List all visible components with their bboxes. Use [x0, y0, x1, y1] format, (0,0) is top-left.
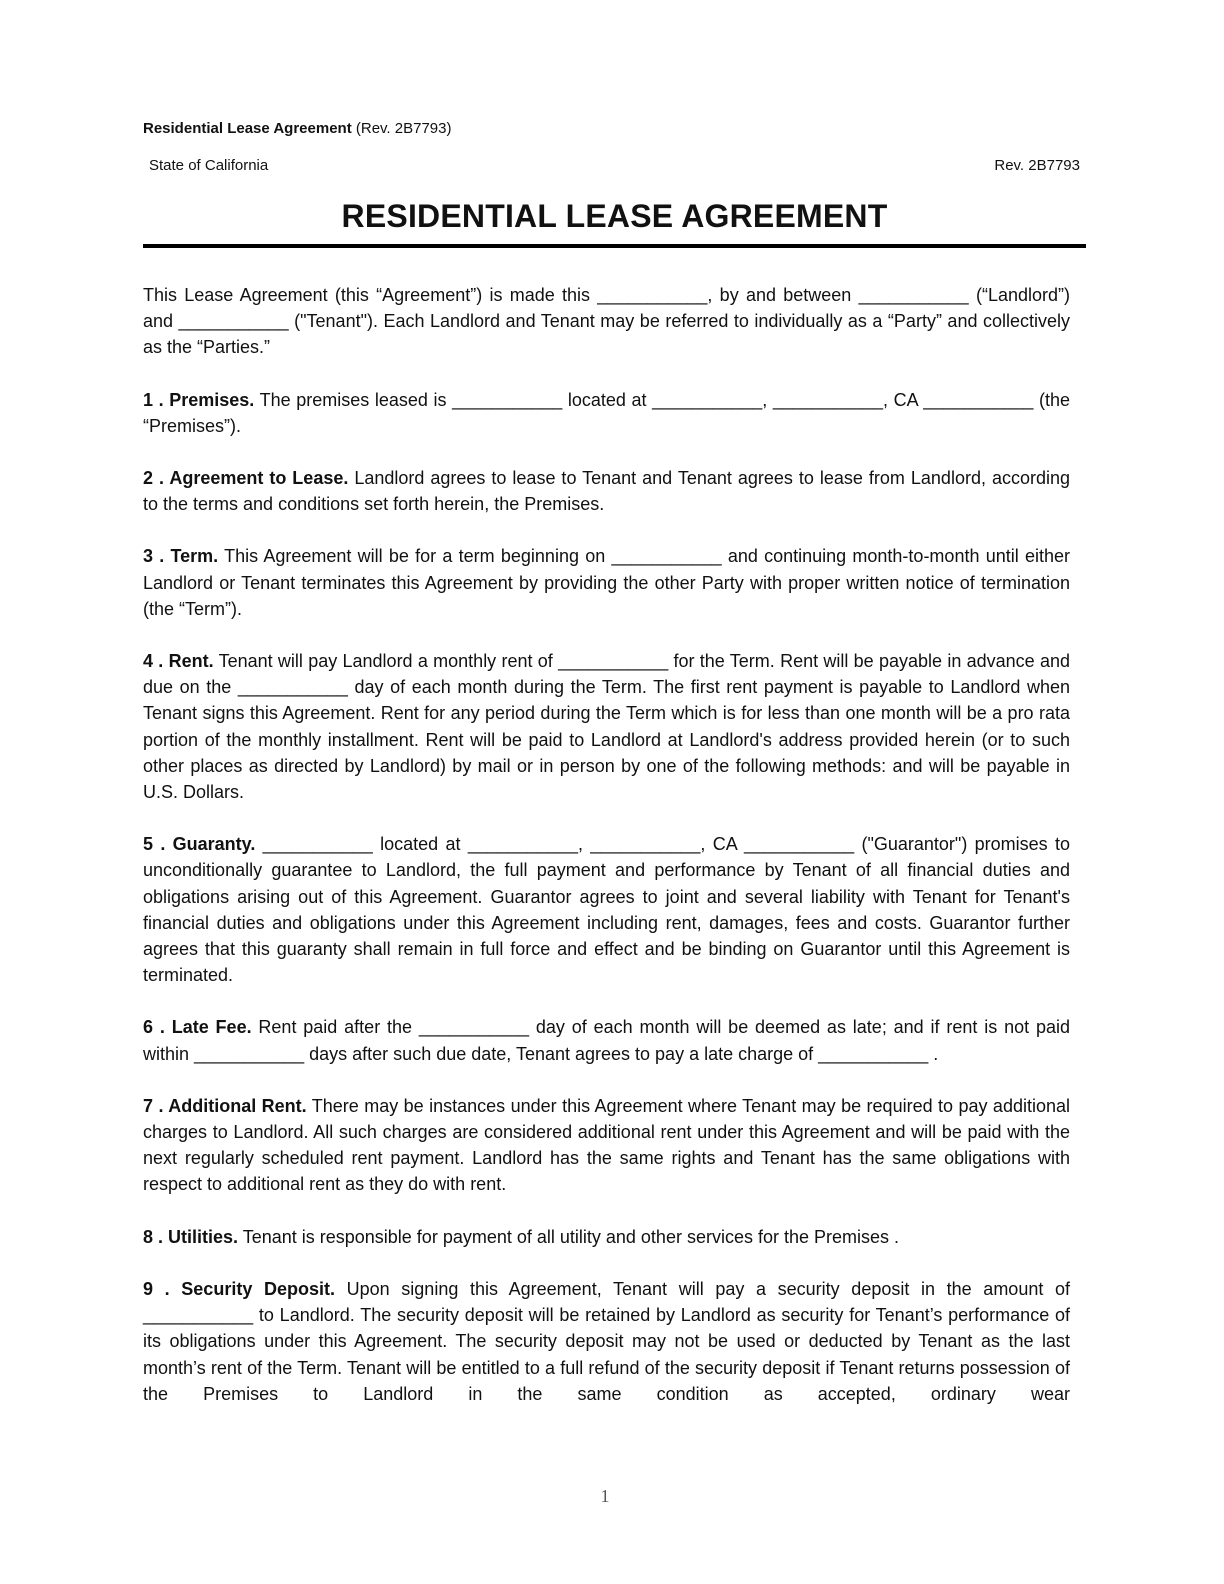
section-text: ___________ located at ___________, ___________, CA ___________ ("Guarantor") promises to unconditionally guarantee to Landlord, the full payment and performance by Tenant of all financial duties and obligations arising out of this Agreement. Guarantor agrees to joint and several liability with Tenant for Tenant's financial duties and obligations under this Agreement including rent, damages, fees and costs. Guarantor further agrees that this guaranty shall remain in full force and effect and be binding on Guarantor until this Agreement is terminated.: [143, 834, 1070, 986]
section-title: 9 . Security Deposit.: [143, 1278, 335, 1299]
header-title: Residential Lease Agreement: [143, 120, 352, 137]
title-divider: [143, 244, 1086, 248]
section-security-deposit: [143, 1276, 1070, 1407]
section-text: Upon signing this Agreement, Tenant will pay a security deposit in the amount of ___________ to Landlord. The security deposit will be retained by Landlord as security for Tenant’s performance of its obligations under this Agreement. The security deposit may not be used or deducted by Tenant as the last month’s rent of the Term. Tenant will be entitled to a full refund of the security deposit if Tenant returns possession of the Premises to Landlord in the same condition as accepted, ordinary wear: [143, 1278, 1070, 1404]
state-label: State of California: [149, 157, 269, 174]
section-title: 1 . Premises.: [143, 389, 255, 410]
section-term: [143, 543, 1070, 622]
section-title: 6 . Late Fee.: [143, 1017, 252, 1038]
section-title: 2 . Agreement to Lease.: [143, 468, 349, 489]
section-text: Rent paid after the ___________ day of each month will be deemed as late; and if rent is not paid within ___________ days after such due date, Tenant agrees to pay a late charge of ___________ .: [143, 1017, 1070, 1064]
section-text: The premises leased is ___________ located at ___________, ___________, CA ___________ (the “Premises”).: [143, 389, 1070, 436]
section-guaranty: [143, 831, 1070, 988]
section-late-fee: [143, 1014, 1070, 1066]
agreement-body: [143, 282, 1070, 1433]
section-title: 7 . Additional Rent.: [143, 1095, 307, 1116]
document-header: [143, 120, 451, 138]
section-text: Tenant is responsible for payment of all utility and other services for the Premises .: [238, 1226, 900, 1247]
section-premises: [143, 387, 1070, 439]
section-additional-rent: [143, 1093, 1070, 1198]
page-number: 1: [600, 1486, 610, 1506]
intro-paragraph: This Lease Agreement (this “Agreement”) is made this ___________, by and between ___________ (“Landlord”) and ___________ ("Tenant"). Each Landlord and Tenant may be referred to individually as a “Party” and collectively as the “Parties.”: [143, 285, 1070, 358]
section-text: Landlord agrees to lease to Tenant and Tenant agrees to lease from Landlord, according to the terms and conditions set forth herein, the Premises.: [143, 468, 1070, 515]
page-title: RESIDENTIAL LEASE AGREEMENT: [341, 198, 888, 234]
section-text: This Agreement will be for a term beginning on ___________ and continuing month-to-month until either Landlord or Tenant terminates this Agreement by providing the other Party with proper written notice of termination (the “Term”).: [143, 546, 1070, 619]
section-title: 5 . Guaranty.: [143, 834, 256, 855]
section-text: There may be instances under this Agreement where Tenant may be required to pay additional charges to Landlord. All such charges are considered additional rent under this Agreement and will be paid with the next regularly scheduled rent payment. Landlord has the same rights and Tenant has the same obligations with respect to additional rent as they do with rent.: [143, 1095, 1070, 1195]
section-title: 4 . Rent.: [143, 651, 214, 672]
header-revision: (Rev. 2B7793): [355, 120, 452, 137]
section-title: 8 . Utilities.: [143, 1226, 239, 1247]
revision-label: Rev. 2B7793: [994, 157, 1080, 174]
section-agreement-to-lease: [143, 465, 1070, 517]
section-rent: [143, 648, 1070, 805]
section-text: Tenant will pay Landlord a monthly rent of ___________ for the Term. Rent will be payable in advance and due on the ___________ day of each month during the Term. The first rent payment is payable to Landlord when Tenant signs this Agreement. Rent for any period during the Term which is for less than one month will be a pro rata portion of the monthly installment. Rent will be paid to Landlord at Landlord's address provided herein (or to such other places as directed by Landlord) by mail or in person by one of the following methods: and will be payable in U.S. Dollars.: [143, 651, 1071, 803]
section-utilities: [143, 1224, 1070, 1250]
section-title: 3 . Term.: [143, 546, 219, 567]
